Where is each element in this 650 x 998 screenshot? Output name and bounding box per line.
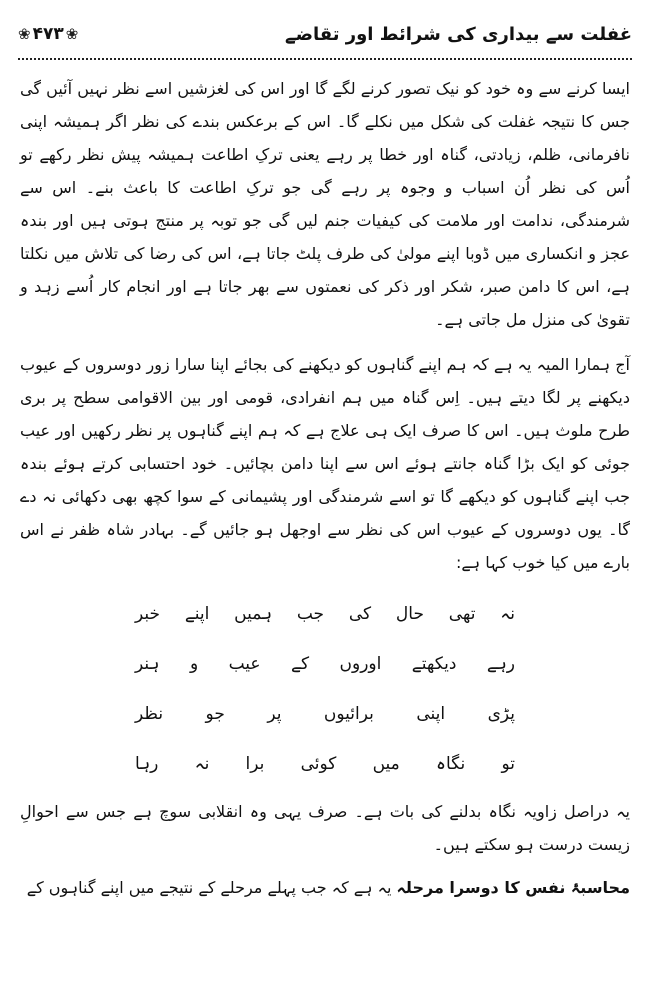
poem-word: برائیوں <box>323 703 374 724</box>
poem-word: اوروں <box>339 653 382 674</box>
poem-word: حال <box>395 603 424 624</box>
poem-word: رہا <box>135 753 159 774</box>
poem-word: دیکھتے <box>411 653 457 674</box>
poem-word: اپنے <box>184 603 210 624</box>
paragraph-4-lead: محاسبۂ نفس کا دوسرا مرحلہ <box>396 878 630 897</box>
poem-line-3 <box>135 689 515 739</box>
poem-word: ہنر <box>135 653 160 674</box>
poem-word: جو <box>205 703 225 724</box>
poem-word: تو <box>501 753 515 774</box>
poem-word: و <box>189 653 199 674</box>
poem-word: نہ <box>194 753 210 774</box>
page-header <box>18 14 632 54</box>
poem-word: میں <box>372 753 400 774</box>
paragraph-4 <box>20 871 630 904</box>
page-number <box>18 24 78 44</box>
page-number-text: ۴۷۳ <box>32 24 64 44</box>
poem-word: برا <box>245 753 265 774</box>
running-title: غفلت سے بیداری کی شرائط اور تقاضے <box>285 23 632 45</box>
poem-word: کی <box>348 603 372 624</box>
poem <box>20 589 630 789</box>
ornament-right-icon: ❀ <box>65 25 79 43</box>
poem-word: نہ <box>500 603 515 624</box>
poem-line-1 <box>135 589 515 639</box>
poem-word: کوئی <box>300 753 337 774</box>
poem-line-4 <box>135 739 515 789</box>
paragraph-2: آج ہمارا المیہ یہ ہے کہ ہم اپنے گناہوں کو دیکھنے کی بجائے اپنا سارا زور دوسروں کے عیوب دیکھنے پر لگا دیتے ہیں۔ اِس گناہ میں ہم انفرادی، قومی اور بین الاقوامی سطح پر بری طرح ملوث ہیں۔ اس کا صرف ایک ہی علاج ہے کہ ہم اپنے گناہوں پر نظر رکھیں اور عیب جوئی کو ایک بڑا گناہ جانتے ہوئے اس سے اپنا دامن بچائیں۔ خود احتسابی کرتے ہوئے بندہ جب اپنے گناہوں کو دیکھے گا تو اسے شرمندگی اور پشیمانی کے سوا کچھ بھی دکھائی نہ دے گا۔ یوں دوسروں کے عیوب اس کی نظر سے اوجھل ہو جائیں گے۔ بہادر شاہ ظفر نے اس بارے میں کیا خوب کہا ہے: <box>20 355 630 572</box>
poem-word: پر <box>267 703 282 724</box>
poem-word: عیب <box>228 653 261 674</box>
paragraph-4-text: یہ ہے کہ جب پہلے مرحلے کے نتیجے میں اپنے گناہوں کے <box>26 878 397 897</box>
poem-word: خبر <box>135 603 161 624</box>
poem-word: اپنی <box>416 703 446 724</box>
body-text <box>20 72 630 914</box>
poem-word: رہے <box>486 653 515 674</box>
poem-word: ہمیں <box>234 603 273 624</box>
paragraph-3: یہ دراصل زاویہ نگاہ بدلنے کی بات ہے۔ صرف یہی وہ انقلابی سوچ ہے جس سے احوالِ زیست درست ہو سکتے ہیں۔ <box>20 802 630 854</box>
paragraph-1: ایسا کرنے سے وہ خود کو نیک تصور کرنے لگے گا اور اس کی لغزشیں اسے نظر نہیں آئیں گی جس کا نتیجہ غفلت کی شکل میں نکلے گا۔ اس کے برعکس بندے کی نظر اگر ہمیشہ اپنی نافرمانی، ظلم، زیادتی، گناہ اور خطا پر رہے یعنی ترکِ اطاعت ہمیشہ پیش نظر رکھے تو اُس کی نظر اُن اسباب و وجوہ پر رہے گی جو ترکِ اطاعت کا باعث بنے۔ اس سے شرمندگی، ندامت اور ملامت کی کیفیات جنم لیں گی جو توبہ پر منتج ہوتی ہیں اور بندہ عجز و انکساری میں ڈوبا اپنے مولیٰ کی طرف پلٹ جاتا ہے، اس کی رضا کی تلاش میں نکلتا ہے، اس کا دامن صبر، شکر اور ذکر کی نعمتوں سے بھر جاتا ہے اور انجام کار اُسے زہد و تقویٰ کی منزل مل جاتی ہے۔ <box>20 79 630 329</box>
poem-word: نگاہ <box>436 753 466 774</box>
poem-word: نظر <box>135 703 164 724</box>
poem-word: کے <box>291 653 310 674</box>
poem-word: تھی <box>448 603 476 624</box>
poem-word: پڑی <box>487 703 515 724</box>
header-divider <box>18 58 632 60</box>
poem-line-2 <box>135 639 515 689</box>
ornament-left-icon: ❀ <box>18 25 31 43</box>
poem-word: جب <box>296 603 325 624</box>
